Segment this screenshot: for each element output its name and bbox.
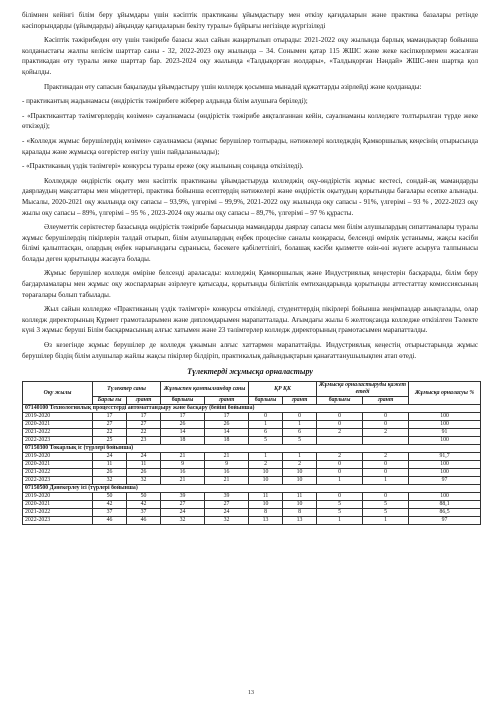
table-cell: 27 <box>205 501 249 509</box>
table-cell: 100 <box>409 421 481 429</box>
table-cell: 0 <box>363 493 409 501</box>
table-cell: 26 <box>127 469 161 477</box>
table-cell: 9 <box>205 461 249 469</box>
table-cell: 10 <box>249 501 283 509</box>
table-cell: 97 <box>409 517 481 525</box>
table-cell: 42 <box>127 501 161 509</box>
paragraph-quality: Колледжде өндірістік оқыту мен кәсіптік практиканы ұйымдастыруда колледжің оқу-өндірістік жұмыс кестесі, сондай-ақ мамандарды даярлаудың мақсаттары мен міндеттері, практика бойынша есептердің нәтижелері және өндірістік оқытудың қорытынды бағалары есепке алынады. Мысалы, 2020-2021 оқу жылында оқу сапасы – 93,9%, үлгерімі – 99,9%, 2021-2022 оқу жылында оқу сапасы - 91%, үлгерімі – 93 % , 2022-2023 оқу жылы оқу сапасы – 89%, үлгерімі – 95 % , 2023-2024 оқу жылы оқу сапасы – 89,7%, үлгерімі – 97 % құрасты. <box>22 176 478 217</box>
table-cell: 86,5 <box>409 509 481 517</box>
specialty-name: 07150300 Токарлық іс (түрлері бойынша) <box>23 445 481 453</box>
table-cell: 2 <box>317 453 363 461</box>
specialty-row <box>23 445 481 453</box>
table-cell: 2 <box>249 461 283 469</box>
table-cell: 2 <box>283 461 317 469</box>
subheader-total: Барлы ғы <box>93 397 127 405</box>
table-cell: 0 <box>317 461 363 469</box>
table-cell: 32 <box>127 477 161 485</box>
paragraph-gratitude: Өз кезегінде жұмыс берушілер де колледж ұжымын алғыс хаттармен марапаттайды. Индустриялық кеңестің отырыстарында жұмыс берушілер біздің білім алушылар жайлы жақсы пікірлер білдіріп, практикалық дайындықтарын қанағаттанушылықпен атап өтеді. <box>22 341 478 360</box>
table-cell: 10 <box>283 477 317 485</box>
table-cell: 14 <box>161 429 205 437</box>
table-cell: 8 <box>249 509 283 517</box>
table-cell: 25 <box>93 437 127 445</box>
table-cell: 9 <box>161 461 205 469</box>
subheader-total: барлығы <box>317 397 363 405</box>
table-cell: 91,7 <box>409 453 481 461</box>
table-cell: 5 <box>363 501 409 509</box>
table-cell: 100 <box>409 493 481 501</box>
table-cell: 18 <box>205 437 249 445</box>
table-cell: 21 <box>161 453 205 461</box>
page-number: 13 <box>248 690 254 696</box>
table-caption: Түлектерді жұмысқа орналастыру <box>187 367 313 377</box>
table-cell: 50 <box>127 493 161 501</box>
cell-year: 2019-2020 <box>23 413 93 421</box>
table-cell <box>317 437 363 445</box>
table-cell: 100 <box>409 437 481 445</box>
header-percent: Жұмысқа орналасуы % <box>409 382 481 405</box>
subheader-grant: грант <box>127 397 161 405</box>
table-cell: 42 <box>93 501 127 509</box>
table-cell: 16 <box>205 469 249 477</box>
table-cell: 5 <box>249 437 283 445</box>
table-cell: 39 <box>161 493 205 501</box>
table-cell: 32 <box>205 517 249 525</box>
table-cell: 100 <box>409 469 481 477</box>
table-cell: 22 <box>127 429 161 437</box>
table-cell: 0 <box>363 413 409 421</box>
table-row <box>23 501 481 509</box>
cell-year: 2022-2023 <box>23 517 93 525</box>
paragraph-2: Кәсіптік тәжірибеден өту үшін тәжірибе базасы жыл сайын жаңартылып отырады: 2021-2022 оқу жылында барлық мамандықтар бойынша колданыстағы жалпы келісім шарттар саны - 32, 2022-2023 оқу жылында – 34. Сонымен қатар 115 ЖШС және жеке кәсіпкерлермен жасалған практикадан өту туралы жеке шарттар бар. 2023-2024 оқу жылында «Талдықорған жолдары», «Талдықорған Нәндай» ЖШС-мен шартқа қол қойылды. <box>22 36 478 76</box>
table-cell: 0 <box>249 413 283 421</box>
cell-year: 2020-2021 <box>23 501 93 509</box>
cell-year: 2021-2022 <box>23 429 93 437</box>
cell-year: 2019-2020 <box>23 453 93 461</box>
paragraph-social-partners: Әлеуметтік серіктестер базасында өндірістік тәжірибе барысында мамандарды даярлау сапасы мен білім алушылардың сипаттамалары туралы жұмыс берушілердің пікірлерін талдай отырып, білім алушылардың еңбек процесіне саналы көзқарасы, белсенді өмірлік ұстанымы, жақсы кәсіби білімі қалыптасқан, олардың еңбек нарығындағы сұранысы, бәсекеге қабілеттілігі, болашақ кәсіби қызметте өзін-өзі жүзеге асыруға талпынысы болады деген қорытынды жасауға болады. <box>22 223 478 263</box>
table-row <box>23 509 481 517</box>
table-cell: 1 <box>317 517 363 525</box>
table-cell <box>363 437 409 445</box>
table-cell: 16 <box>161 469 205 477</box>
table-cell: 10 <box>283 469 317 477</box>
table-row <box>23 429 481 437</box>
table-cell: 0 <box>317 469 363 477</box>
list-item-survey-employers: - «Колледж жұмыс берушілердің көзімен» сауалнамасы (жұмыс берушілер толтырады, нәтижелері колледждің Қамкоршылық кеңесінің отырысында қаралады және жұмысқа өзгерістер енгізу үшін пайдаланылады); <box>22 136 478 156</box>
cell-year: 2019-2020 <box>23 493 93 501</box>
table-cell: 1 <box>249 421 283 429</box>
table-row <box>23 461 481 469</box>
table-cell: 24 <box>127 453 161 461</box>
paragraph-employers: Жұмыс берушілер колледж өміріне белсенді араласады: колледжің Қамкоршылық және Индустриялық кеңестерін басқарады, білім беру бағдарламалары мен жұмыс оқу жоспарларын әзірлеуге қатысады, қорытынды біліктілік емтихандарында қорытынды аттестаттау комиссиясының төрағалары болып табылады. <box>22 269 478 299</box>
table-cell: 10 <box>283 501 317 509</box>
table-cell: 1 <box>249 453 283 461</box>
table-cell: 97 <box>409 477 481 485</box>
employment-table <box>22 381 481 525</box>
table-cell: 26 <box>205 421 249 429</box>
table-row <box>23 453 481 461</box>
table-row <box>23 493 481 501</box>
subheader-grant: грант <box>363 397 409 405</box>
table-cell: 100 <box>409 461 481 469</box>
table-cell: 24 <box>205 509 249 517</box>
table-cell: 24 <box>93 453 127 461</box>
table-cell: 11 <box>127 461 161 469</box>
table-cell: 14 <box>205 429 249 437</box>
table-cell: 11 <box>93 461 127 469</box>
header-further: Жұмысқа орналастыруды қажет етеді <box>317 382 409 397</box>
table-cell: 1 <box>283 421 317 429</box>
paragraph-contest: Жыл сайын колледже «Практиканың үздік тәлімгері» конкурсы өткізіледі, студенттердің пікірлері бойынша жеңімпаздар анықталады, олар колледж директорының Құрмет грамоталарымен және дипломдарымен марапатталады. Ағымдағы жылы 6 желтоқсанда колледже өткізілген Тәлекте күні 3 жұмыс беруші Білім басқармасының алғыс хатымен және 23 тәлімгерлер колледж директорының грамотасымен марапатталды. <box>22 305 478 335</box>
table-row <box>23 437 481 445</box>
table-cell: 5 <box>283 437 317 445</box>
table-cell: 26 <box>93 469 127 477</box>
table-cell: 11 <box>283 493 317 501</box>
table-cell: 27 <box>93 421 127 429</box>
table-cell: 10 <box>249 477 283 485</box>
table-cell: 5 <box>317 509 363 517</box>
specialty-name: 07150500 Дәнекерлеу ісі (түрлері бойынша) <box>23 485 481 493</box>
table-cell: 5 <box>317 501 363 509</box>
subheader-total: барлығы <box>161 397 205 405</box>
table-cell: 13 <box>249 517 283 525</box>
table-cell: 10 <box>249 469 283 477</box>
table-cell: 17 <box>205 413 249 421</box>
table-cell: 2 <box>363 453 409 461</box>
table-row <box>23 517 481 525</box>
table-cell: 32 <box>93 477 127 485</box>
header-year: Оқу жылы <box>23 382 93 405</box>
table-cell: 32 <box>161 517 205 525</box>
table-cell: 88,1 <box>409 501 481 509</box>
table-cell: 1 <box>363 477 409 485</box>
cell-year: 2020-2021 <box>23 421 93 429</box>
table-cell: 0 <box>363 469 409 477</box>
list-item-contest-rules: - «Практиканың үздік тәлімгері» конкурсы туралы ереже (оқу жылының соңында өткізіледі). <box>22 162 304 171</box>
table-cell: 2 <box>317 429 363 437</box>
header-grads: Түлектер саны <box>93 382 161 397</box>
table-cell: 91 <box>409 429 481 437</box>
table-cell: 37 <box>127 509 161 517</box>
table-cell: 6 <box>249 429 283 437</box>
table-header-row <box>23 382 481 397</box>
paragraph-3: Практикадан өту сапасын бақылауды ұйымдастыру үшін колледж қосымша мынадай құжаттарды әзірлейді және қолданады: <box>44 82 422 91</box>
table-cell: 46 <box>93 517 127 525</box>
table-cell: 0 <box>363 421 409 429</box>
table-cell: 37 <box>93 509 127 517</box>
table-row <box>23 469 481 477</box>
table-cell: 1 <box>317 477 363 485</box>
table-row <box>23 421 481 429</box>
cell-year: 2022-2023 <box>23 437 93 445</box>
table-cell: 6 <box>283 429 317 437</box>
table-cell: 0 <box>283 413 317 421</box>
list-item-memo: - практикантың жадынамасы (өндірістік тәжірибеге жіберер алдында білім алушыға беріледі); <box>22 97 308 106</box>
table-cell: 27 <box>127 421 161 429</box>
cell-year: 2020-2021 <box>23 461 93 469</box>
specialty-row <box>23 485 481 493</box>
table-row <box>23 477 481 485</box>
table-body <box>23 405 481 525</box>
table-cell: 17 <box>161 413 205 421</box>
subheader-total: барлығы <box>249 397 283 405</box>
table-cell: 39 <box>205 493 249 501</box>
table-cell: 17 <box>127 413 161 421</box>
specialty-name: 07140100 Технологиялық процесстерді автоматтандыру және басқару (бейіні бойынша) <box>23 405 481 413</box>
table-cell: 22 <box>93 429 127 437</box>
table-row <box>23 413 481 421</box>
table-cell: 0 <box>363 461 409 469</box>
table-cell: 18 <box>161 437 205 445</box>
table-cell: 27 <box>161 501 205 509</box>
table-cell: 8 <box>283 509 317 517</box>
table-cell: 1 <box>363 517 409 525</box>
table-cell: 1 <box>283 453 317 461</box>
table-cell: 21 <box>205 477 249 485</box>
list-item-survey-trainees: - «Практиканттар тәлімгерлердің көзімен» сауалнамасы (өндірістік тәжірибе аяқталғаннан кейін, сауалнаманы колледжге толтырылған түрде жеке өткізеді); <box>22 111 478 131</box>
table-cell: 5 <box>363 509 409 517</box>
cell-year: 2021-2022 <box>23 509 93 517</box>
table-cell: 2 <box>363 429 409 437</box>
subheader-grant: грант <box>283 397 317 405</box>
table-cell: 21 <box>205 453 249 461</box>
cell-year: 2022-2023 <box>23 477 93 485</box>
table-cell: 0 <box>317 493 363 501</box>
table-cell: 17 <box>93 413 127 421</box>
paragraph-1: білімнен кейінгі білім беру ұйымдары үшін кәсіптік практиканы ұйымдастыру мен өткізу қағидаларын және практика базалары ретінде кәсіпорындарды (ұйымдарды) айқындау қағидаларын бекіту туралы» бұйрығы негізінде жүргізіледі <box>22 11 478 30</box>
table-cell: 0 <box>317 421 363 429</box>
table-cell: 0 <box>317 413 363 421</box>
cell-year: 2021-2022 <box>23 469 93 477</box>
table-cell: 13 <box>283 517 317 525</box>
specialty-row <box>23 405 481 413</box>
header-employed: Жұмыспен қамтылғандар саны <box>161 382 249 397</box>
table-cell: 50 <box>93 493 127 501</box>
table-cell: 24 <box>161 509 205 517</box>
header-army: ҚР ҚК <box>249 382 317 397</box>
table-cell: 46 <box>127 517 161 525</box>
table-cell: 23 <box>127 437 161 445</box>
table-cell: 100 <box>409 413 481 421</box>
table-cell: 11 <box>249 493 283 501</box>
subheader-grant: грант <box>205 397 249 405</box>
table-cell: 21 <box>161 477 205 485</box>
table-cell: 26 <box>161 421 205 429</box>
